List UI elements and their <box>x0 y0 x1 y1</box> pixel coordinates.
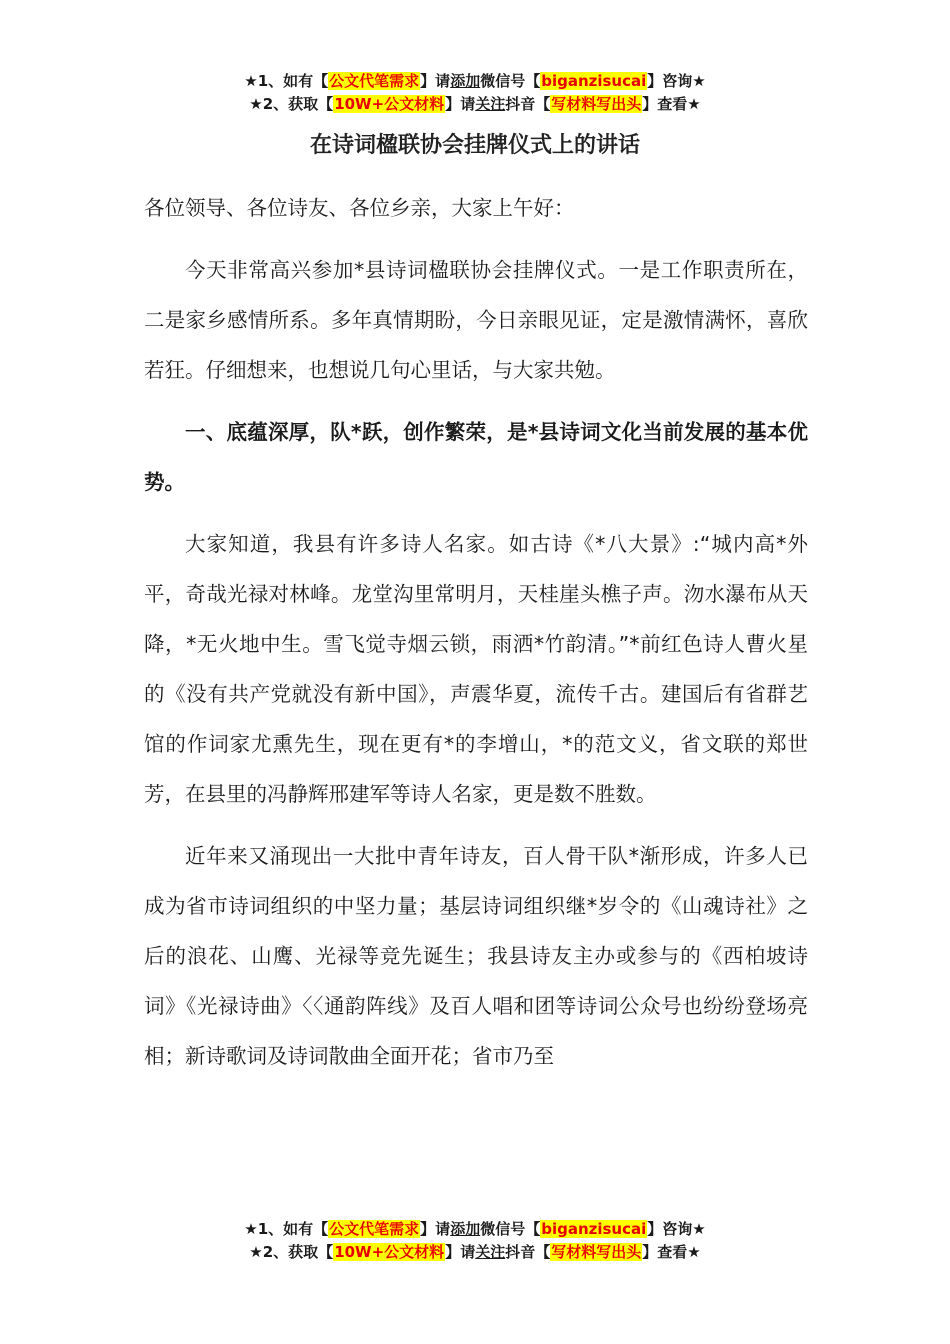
document-body <box>144 183 808 1093</box>
document-title: 在诗词楹联协会挂牌仪式上的讲话 <box>309 133 640 158</box>
highlight-douyin-account: 写材料写出头 <box>551 95 642 113</box>
header-notice <box>0 70 950 116</box>
notice-line-2: ★2、获取【10W+公文材料】请关注抖音【写材料写出头】查看★ <box>249 95 701 113</box>
highlight-service: 公文代笔需求 <box>329 72 420 90</box>
notice-line-2: ★2、获取【10W+公文材料】请关注抖音【写材料写出头】查看★ <box>249 1243 701 1261</box>
section-heading-1: 一、底蕴深厚，队*跃，创作繁荣，是*县诗词文化当前发展的基本优势。 <box>144 420 808 494</box>
highlight-douyin-account: 写材料写出头 <box>551 1243 642 1261</box>
highlight-materials: 10W+公文材料 <box>334 1243 445 1261</box>
paragraph-poets: 大家知道，我县有许多诗人名家。如古诗《*八大景》:“城内高*外平，奇哉光禄对林峰。龙堂沟里常明月，天桂崖头樵子声。沕水瀑布从天降，*无火地中生。雪飞觉寺烟云锁，雨洒*竹韵清。”*前红色诗人曹火星的《没有共产党就没有新中国》，声震华夏，流传千古。建国后有省群艺馆的作词家尤熏先生，现在更有*的李增山，*的范文义，省文联的郑世芳，在县里的冯静辉邢建军等诗人名家，更是数不胜数。 <box>144 532 808 806</box>
greeting: 各位领导、各位诗友、各位乡亲，大家上午好： <box>144 196 575 220</box>
notice-line-1: ★1、如有【公文代笔需求】请添加微信号【biganzisucai】咨询★ <box>244 1220 706 1238</box>
highlight-wechat-id: biganzisucai <box>541 72 647 90</box>
notice-line-1: ★1、如有【公文代笔需求】请添加微信号【biganzisucai】咨询★ <box>244 72 706 90</box>
highlight-service: 公文代笔需求 <box>329 1220 420 1238</box>
paragraph-intro: 今天非常高兴参加*县诗词楹联协会挂牌仪式。一是工作职责所在，二是家乡感情所系。多年真情期盼，今日亲眼见证，定是激情满怀，喜欣若狂。仔细想来，也想说几句心里话，与大家共勉。 <box>144 258 808 382</box>
highlight-materials: 10W+公文材料 <box>334 95 445 113</box>
paragraph-young-poets: 近年来又涌现出一大批中青年诗友，百人骨干队*渐形成，许多人已成为省市诗词组织的中坚力量；基层诗词组织继*岁令的《山魂诗社》之后的浪花、山鹰、光禄等竞先诞生；我县诗友主办或参与的《西柏坡诗词》《光禄诗曲》〈〈通韵阵线》及百人唱和团等诗词公众号也纷纷登场亮相；新诗歌词及诗词散曲全面开花；省市乃至 <box>144 844 808 1068</box>
highlight-wechat-id: biganzisucai <box>541 1220 647 1238</box>
footer-notice <box>0 1218 950 1264</box>
